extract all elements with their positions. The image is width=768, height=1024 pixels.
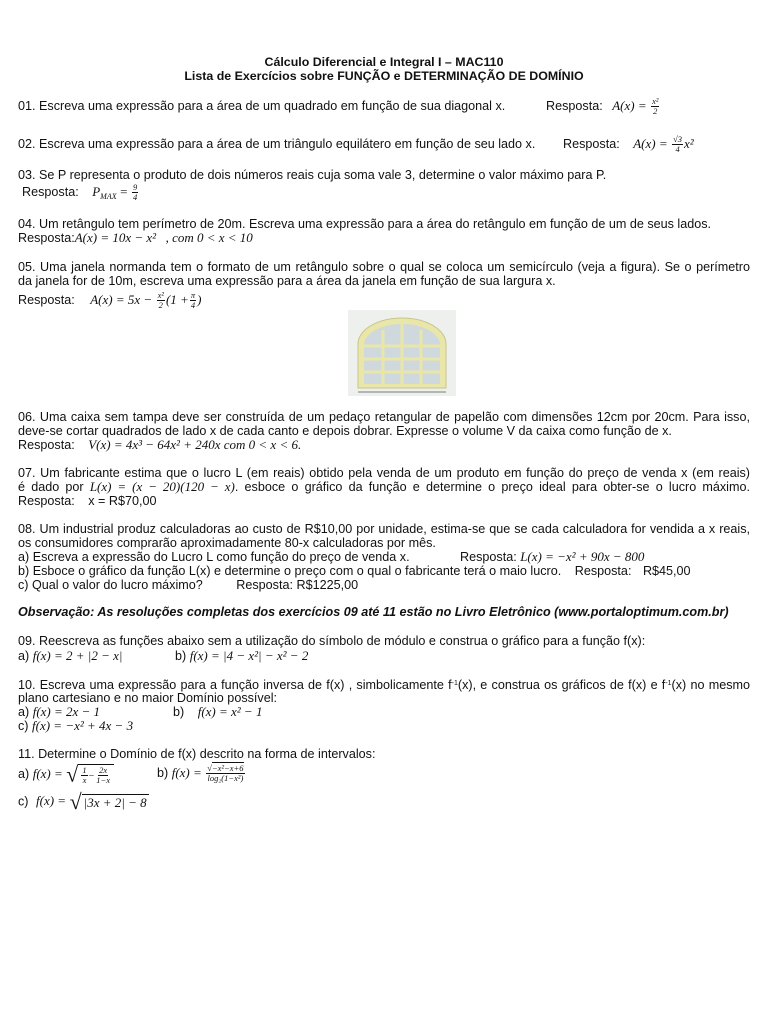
item-a-radical: √ $\frac{1}{x}$ − $\frac{2x}{1-x}$ xyxy=(66,764,114,785)
inverse-sup: -1 xyxy=(451,680,458,687)
exercise-10-item-a xyxy=(18,705,100,719)
inverse-sup-2: -1 xyxy=(665,680,672,687)
item-a-label: a) xyxy=(18,705,30,719)
exercise-10-line2: plano cartesiano e no maior Domínio possível: xyxy=(18,691,278,705)
item-c-label: c) xyxy=(18,719,29,733)
answer-fraction: $\frac{\text{x²}}{2}$ xyxy=(652,96,659,116)
item-b-lhs: f(x) = xyxy=(171,764,202,780)
exercise-07-line1: 07. Um fabricante estima que o lucro L (em reais) obtido pela venda de um produto em função do preço de venda x (em reais) xyxy=(18,466,750,480)
norman-window-figure xyxy=(348,310,456,396)
item-a-lhs: f(x) = xyxy=(32,765,63,781)
exercise-05-line1: 05. Uma janela normanda tem o formato de um retângulo sobre o qual se coloca um semicírculo (veja a figura). Se o perímetro xyxy=(18,260,750,274)
exercise-08-item-a-answer xyxy=(460,550,644,564)
answer-text: R$45,00 xyxy=(642,564,691,578)
answer-expr: V(x) = 4x³ − 64x² + 240x com 0 < x < 6. xyxy=(88,437,302,452)
observation-note: Observação: As resoluções completas dos exercícios 09 até 11 estão no Livro Eletrônico (www.portaloptimum.com.br) xyxy=(18,605,729,619)
answer-label: Resposta: xyxy=(18,438,75,452)
exercise-05-answer xyxy=(18,291,201,310)
item-a-expr: f(x) = 2 + |2 − x| xyxy=(32,648,123,663)
exercise-08-item-c xyxy=(18,578,358,592)
answer-fraction: $\frac{9}{4}$ xyxy=(132,182,138,202)
course-title: Cálculo Diferencial e Integral I – MAC110 xyxy=(264,55,504,69)
list-title: Lista de Exercícios sobre FUNÇÃO e DETERMINAÇÃO DE DOMÍNIO xyxy=(184,69,584,83)
exercise-05-line2: da janela for de 10m, escreva uma expressão para a área da janela em função de sua largura x. xyxy=(18,274,556,288)
profit-function: L(x) = (x − 20)(120 − x) xyxy=(89,479,235,494)
exercise-07-line2 xyxy=(18,480,750,494)
item-b-label: b) xyxy=(175,649,187,663)
item-b-label: b) xyxy=(173,705,185,719)
item-b-expr: f(x) = x² − 1 xyxy=(197,704,263,719)
answer-text: R$1225,00 xyxy=(296,578,359,592)
exercise-04-answer xyxy=(18,231,253,245)
answer-label: Resposta: xyxy=(546,98,603,113)
item-b-fraction: $\frac{\text{√−x²−x+6}}{\text{log₂(1−x²)}}$ xyxy=(207,763,244,783)
exercise-02-text: 02. Escreva uma expressão para a área de um triângulo equilátero em função de seu lado x. xyxy=(18,137,536,151)
item-a-label: a) xyxy=(18,766,30,781)
exercise-01-answer xyxy=(546,97,660,116)
answer-label: Resposta: xyxy=(574,564,632,578)
exercise-11-item-c xyxy=(18,789,149,814)
exercise-09-item-b xyxy=(175,649,308,663)
exercise-08-item-a xyxy=(18,550,410,564)
answer-fraction: $\frac{\text{x²}}{2}$ xyxy=(157,290,164,310)
exercise-02-answer xyxy=(563,135,694,154)
answer-lhs: A(x) = 5x − xyxy=(90,291,153,307)
item-c-label: c) xyxy=(18,794,29,809)
answer-subscript: MAX xyxy=(100,191,117,201)
exercise-03: 03. Se P representa o produto de dois números reais cuja soma vale 3, determine o valor máximo para P. xyxy=(18,168,607,182)
line-post: (x) no mesmo xyxy=(671,678,750,692)
exercise-08-line2: os consumidores comprarão aproximadamente 80-x calculadoras por mês. xyxy=(18,536,436,550)
exercise-10-item-c xyxy=(18,719,133,733)
exercise-11-item-a xyxy=(18,761,114,787)
exercise-10-line1 xyxy=(18,677,750,692)
answer-text: x = R$70,00 xyxy=(88,494,157,508)
answer-expr: L(x) = −x² + 90x − 800 xyxy=(520,549,645,564)
exercise-08-item-b xyxy=(18,564,691,578)
answer-label: Resposta: xyxy=(18,292,75,307)
line-pre: é dado por xyxy=(18,480,84,494)
item-b-label: b) xyxy=(157,765,169,780)
item-b-text: b) Esboce o gráfico da função L(x) e determine o preço com o qual o fabricante terá o maio lucro. xyxy=(18,564,562,578)
answer-mid: (1 + xyxy=(165,291,189,307)
exercise-06-line1: 06. Uma caixa sem tampa deve ser construída de um pedaço retangular de papelão com dimensões 12cm por 20cm. Para isso, xyxy=(18,410,750,424)
line-post: . esboce o gráfico da função e determine o preço ideal para obter-se o lucro máximo. xyxy=(234,480,750,494)
answer-label: Resposta: xyxy=(22,184,79,199)
exercise-07-answer xyxy=(18,494,156,508)
exercise-10-item-b xyxy=(173,705,262,719)
item-a-text: a) Escreva a expressão do Lucro L como função do preço de venda x. xyxy=(18,550,410,564)
exercise-09: 09. Reescreva as funções abaixo sem a utilização do símbolo de módulo e construa o gráfico para a função f(x): xyxy=(18,634,646,648)
answer-condition: , com 0 < x < 10 xyxy=(165,230,253,245)
answer-label: Resposta: xyxy=(18,494,75,508)
answer-eq: = xyxy=(120,183,128,199)
exercise-01-text: 01. Escreva uma expressão para a área de um quadrado em função de sua diagonal x. xyxy=(18,99,506,113)
exercise-02 xyxy=(18,137,535,151)
exercise-08-line1: 08. Um industrial produz calculadoras ao custo de R$10,00 por unidade, estima-se que se cada calculadora for vendida a x reais, xyxy=(18,522,750,536)
item-b-expr: f(x) = |4 − x²| − x² − 2 xyxy=(189,648,309,663)
exercise-11-item-b xyxy=(157,764,246,783)
item-a-label: a) xyxy=(18,649,30,663)
answer-label: Resposta: xyxy=(236,578,293,592)
answer-end: ) xyxy=(197,291,202,307)
item-c-lhs: f(x) = xyxy=(36,793,67,809)
exercise-01 xyxy=(18,99,505,113)
answer-label: Resposta: xyxy=(460,550,517,564)
item-c-radical: √ |3x + 2| − 8 xyxy=(69,789,147,814)
item-a-expr: f(x) = 2x − 1 xyxy=(32,704,101,719)
answer-lhs: A(x) = xyxy=(612,97,647,113)
exercise-11: 11. Determine o Domínio de f(x) descrito na forma de intervalos: xyxy=(18,747,376,761)
answer-expr: A(x) = 10x − x² xyxy=(74,230,157,245)
answer-fraction: $\frac{√3}{4}$ xyxy=(673,134,683,154)
answer-fraction-pi: $\frac{\pi}{4}$ xyxy=(190,290,196,310)
item-c-expr: f(x) = −x² + 4x − 3 xyxy=(32,718,134,733)
answer-label: Resposta: xyxy=(18,231,75,245)
exercise-06-answer xyxy=(18,438,301,452)
answer-label: Resposta: xyxy=(563,136,620,151)
line-mid: (x), e construa os gráficos de f(x) e f xyxy=(457,678,666,692)
exercise-09-items xyxy=(18,649,122,663)
item-c-text: c) Qual o valor do lucro máximo? xyxy=(18,578,203,592)
exercise-06-line2: deve-se cortar quadrados de lado x de cada canto e depois dobrar. Expresse o volume V da caixa como função de x. xyxy=(18,424,672,438)
line-pre: 10. Escreva uma expressão para a função inversa de f(x) , simbolicamente f xyxy=(18,678,452,692)
exercise-03-answer xyxy=(22,183,139,204)
answer-var: P xyxy=(92,183,101,199)
exercise-04: 04. Um retângulo tem perímetro de 20m. Escreva uma expressão para a área do retângulo em função de um de seus lados. xyxy=(18,217,712,231)
answer-lhs: A(x) = xyxy=(633,135,668,151)
answer-tail: x² xyxy=(684,135,694,151)
